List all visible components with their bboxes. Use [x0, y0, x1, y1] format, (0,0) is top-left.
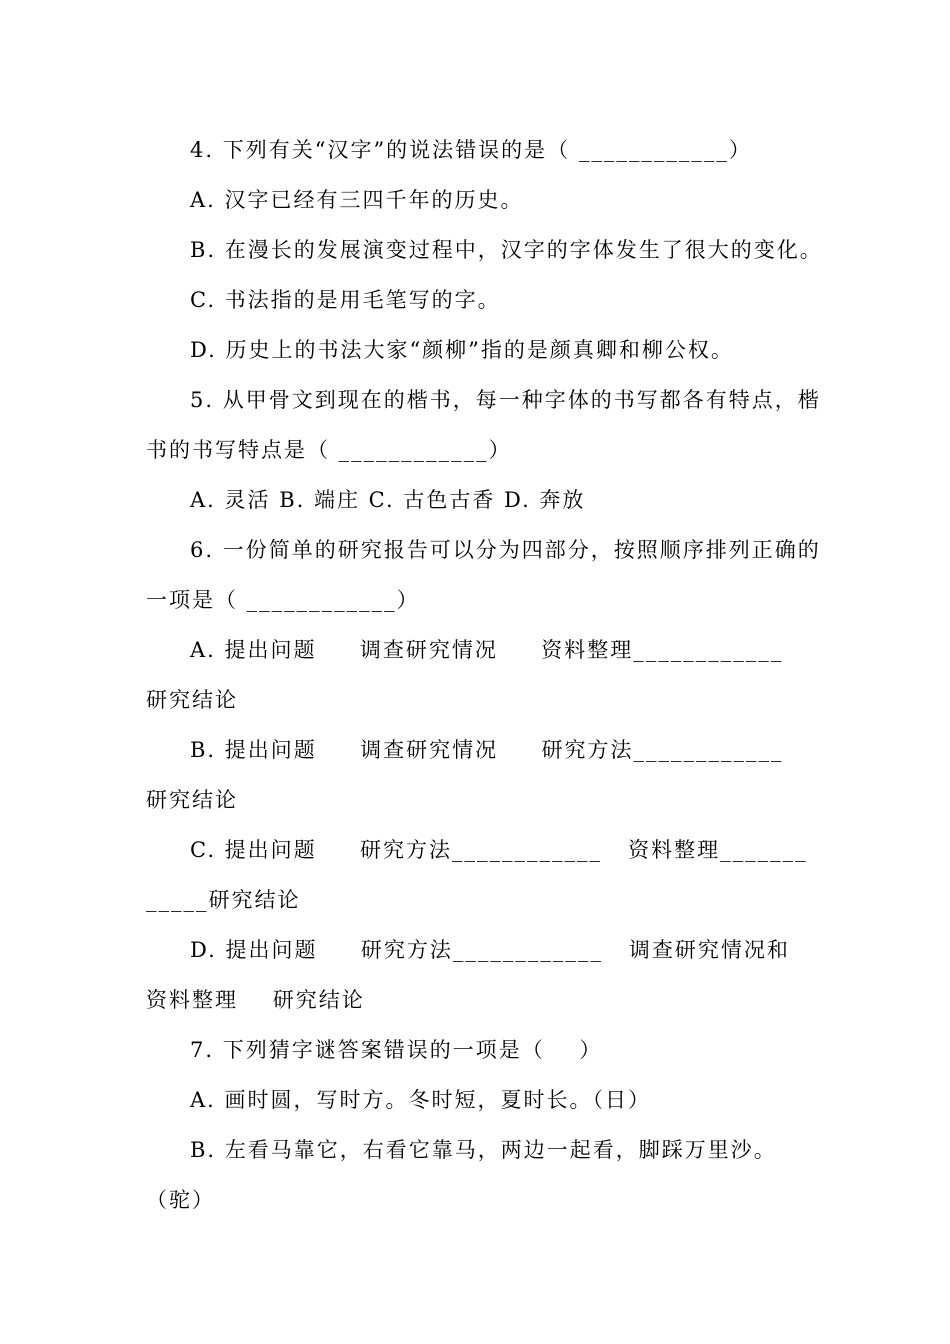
question-5-stem-line-1: 5. 从甲骨文到现在的楷书，每一种字体的书写都各有特点，楷 — [190, 388, 821, 412]
question-4-option-b: B. 在漫长的发展演变过程中，汉字的字体发生了很大的变化。 — [190, 238, 823, 262]
question-7-option-a: A. 画时圆，写时方。冬时短，夏时长。（日） — [190, 1088, 652, 1112]
question-4-option-d: D. 历史上的书法大家“颜柳”指的是颜真卿和柳公权。 — [190, 338, 734, 362]
question-4-option-a: A. 汉字已经有三四千年的历史。 — [190, 188, 524, 212]
question-7-stem: 7. 下列猜字谜答案错误的一项是（ ） — [190, 1038, 603, 1062]
question-6-option-c-line-2: _____研究结论 — [146, 888, 301, 912]
question-6-stem-line-2: 一项是（ ____________） — [146, 588, 420, 612]
question-4-stem: 4. 下列有关“汉字”的说法错误的是（ ____________） — [190, 138, 752, 162]
question-6-option-b-line-1: B. 提出问题 调查研究情况 研究方法____________ — [190, 738, 784, 762]
question-6-option-d-line-2: 资料整理 研究结论 — [146, 988, 365, 1012]
question-6-option-b-line-2: 研究结论 — [146, 788, 238, 812]
question-7-option-b-line-1: B. 左看马靠它，右看它靠马，两边一起看，脚踩万里沙。 — [190, 1138, 777, 1162]
question-5-options: A. 灵活 B. 端庄 C. 古色古香 D. 奔放 — [190, 488, 586, 512]
question-7-option-b-line-2: （驼） — [146, 1188, 215, 1212]
question-5-stem-line-2: 书的书写特点是（ ____________） — [146, 438, 512, 462]
question-6-option-a-line-2: 研究结论 — [146, 688, 238, 712]
question-6-option-c-line-1: C. 提出问题 研究方法____________ 资料整理_______ — [190, 838, 808, 862]
question-6-option-a-line-1: A. 提出问题 调查研究情况 资料整理____________ — [190, 638, 784, 662]
question-6-option-d-line-1: D. 提出问题 研究方法____________ 调查研究情况和 — [190, 938, 790, 962]
question-4-option-c: C. 书法指的是用毛笔写的字。 — [190, 288, 501, 312]
question-6-stem-line-1: 6. 一份简单的研究报告可以分为四部分，按照顺序排列正确的 — [190, 538, 821, 562]
